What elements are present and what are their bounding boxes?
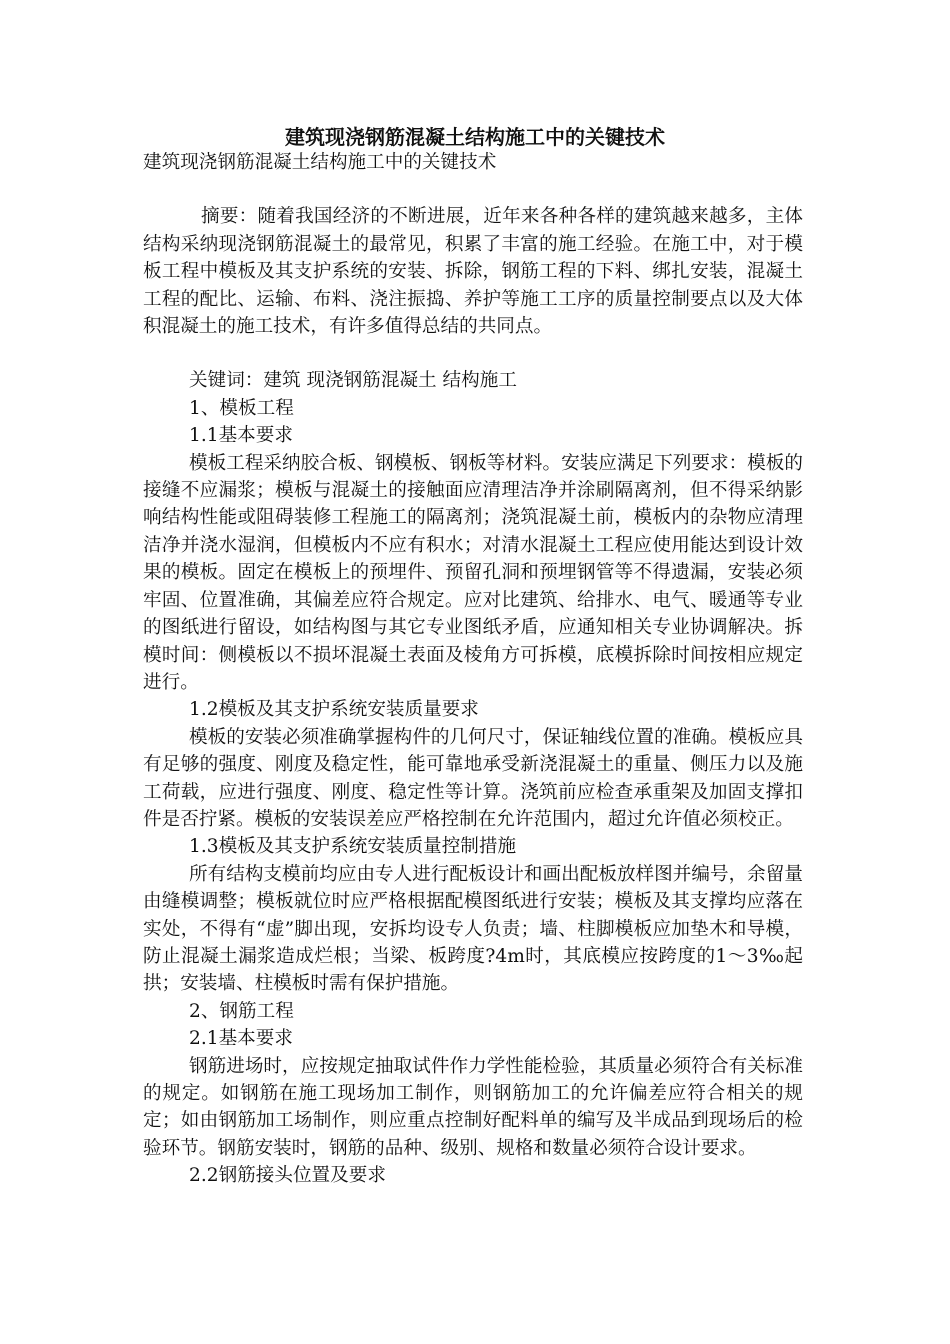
keywords-line: 关键词：建筑 现浇钢筋混凝土 结构施工	[189, 370, 517, 392]
subsection-heading-1-1: 1.1基本要求	[189, 425, 293, 447]
section-heading-2: 2、钢筋工程	[189, 1000, 294, 1022]
document-body	[143, 149, 803, 1190]
paragraph-1-1: 模板工程采纳胶合板、钢模板、钢板等材料。安装应满足下列要求：模板的接缝不应漏浆；模板与混凝土的接触面应清理洁净并涂刷隔离剂，但不得采纳影响结构性能或阻碍装修工程施工的隔离剂；浇筑混凝土前，模板内的杂物应清理洁净并浇水湿润，但模板内不应有积水；对清水混凝土工程应使用能达到设计效果的模板。固定在模板上的预埋件、预留孔洞和预埋钢管等不得遗漏，安装必须牢固、位置准确，其偏差应符合规定。应对比建筑、给排水、电气、暖通等专业的图纸进行留设，如结构图与其它专业图纸矛盾，应通知相关专业协调解决。拆模时间：侧模板以不损坏混凝土表面及棱角方可拆模，底模拆除时间按相应规定进行。	[143, 452, 803, 693]
abstract-paragraph: 摘要：随着我国经济的不断进展，近年来各种各样的建筑越来越多，主体结构采纳现浇钢筋混凝土的最常见，积累了丰富的施工经验。在施工中，对于模板工程中模板及其支护系统的安装、拆除，钢筋工程的下料、绑扎安装，混凝土工程的配比、运输、布料、浇注振捣、养护等施工工序的质量控制要点以及大体积混凝土的施工技术，有许多值得总结的共同点。	[143, 206, 803, 338]
paragraph-1-3: 所有结构支模前均应由专人进行配板设计和画出配板放样图并编号，余留量由缝模调整；模板就位时应严格根据配模图纸进行安装；模板及其支撑均应落在实处，不得有“虚”脚出现，安拆均设专人负责；墙、柱脚模板应加垫木和导模，防止混凝土漏浆造成烂根；当梁、板跨度?4m时，其底模应按跨度的1～3‰起拱；安装墙、柱模板时需有保护措施。	[143, 863, 803, 995]
subsection-heading-2-2: 2.2钢筋接头位置及要求	[189, 1165, 386, 1187]
document-title: 建筑现浇钢筋混凝土结构施工中的关键技术	[285, 125, 665, 149]
section-heading-1: 1、模板工程	[189, 397, 294, 419]
subsection-heading-1-2: 1.2模板及其支护系统安装质量要求	[189, 699, 479, 721]
subsection-heading-1-3: 1.3模板及其支护系统安装质量控制措施	[189, 836, 517, 858]
document-subtitle: 建筑现浇钢筋混凝土结构施工中的关键技术	[143, 152, 497, 173]
paragraph-2-1: 钢筋进场时，应按规定抽取试件作力学性能检验，其质量必须符合有关标准的规定。如钢筋在施工现场加工制作，则钢筋加工的允许偏差应符合相关的规定；如由钢筋加工场制作，则应重点控制好配料单的编写及半成品到现场后的检验环节。钢筋安装时，钢筋的品种、级别、规格和数量必须符合设计要求。	[143, 1055, 803, 1159]
paragraph-1-2: 模板的安装必须准确掌握构件的几何尺寸，保证轴线位置的准确。模板应具有足够的强度、刚度及稳定性，能可靠地承受新浇混凝土的重量、侧压力以及施工荷载，应进行强度、刚度、稳定性等计算。浇筑前应检查承重架及加固支撑扣件是否拧紧。模板的安装误差应严格控制在允许范围内，超过允许值必须校正。	[143, 726, 803, 830]
subsection-heading-2-1: 2.1基本要求	[189, 1028, 293, 1050]
